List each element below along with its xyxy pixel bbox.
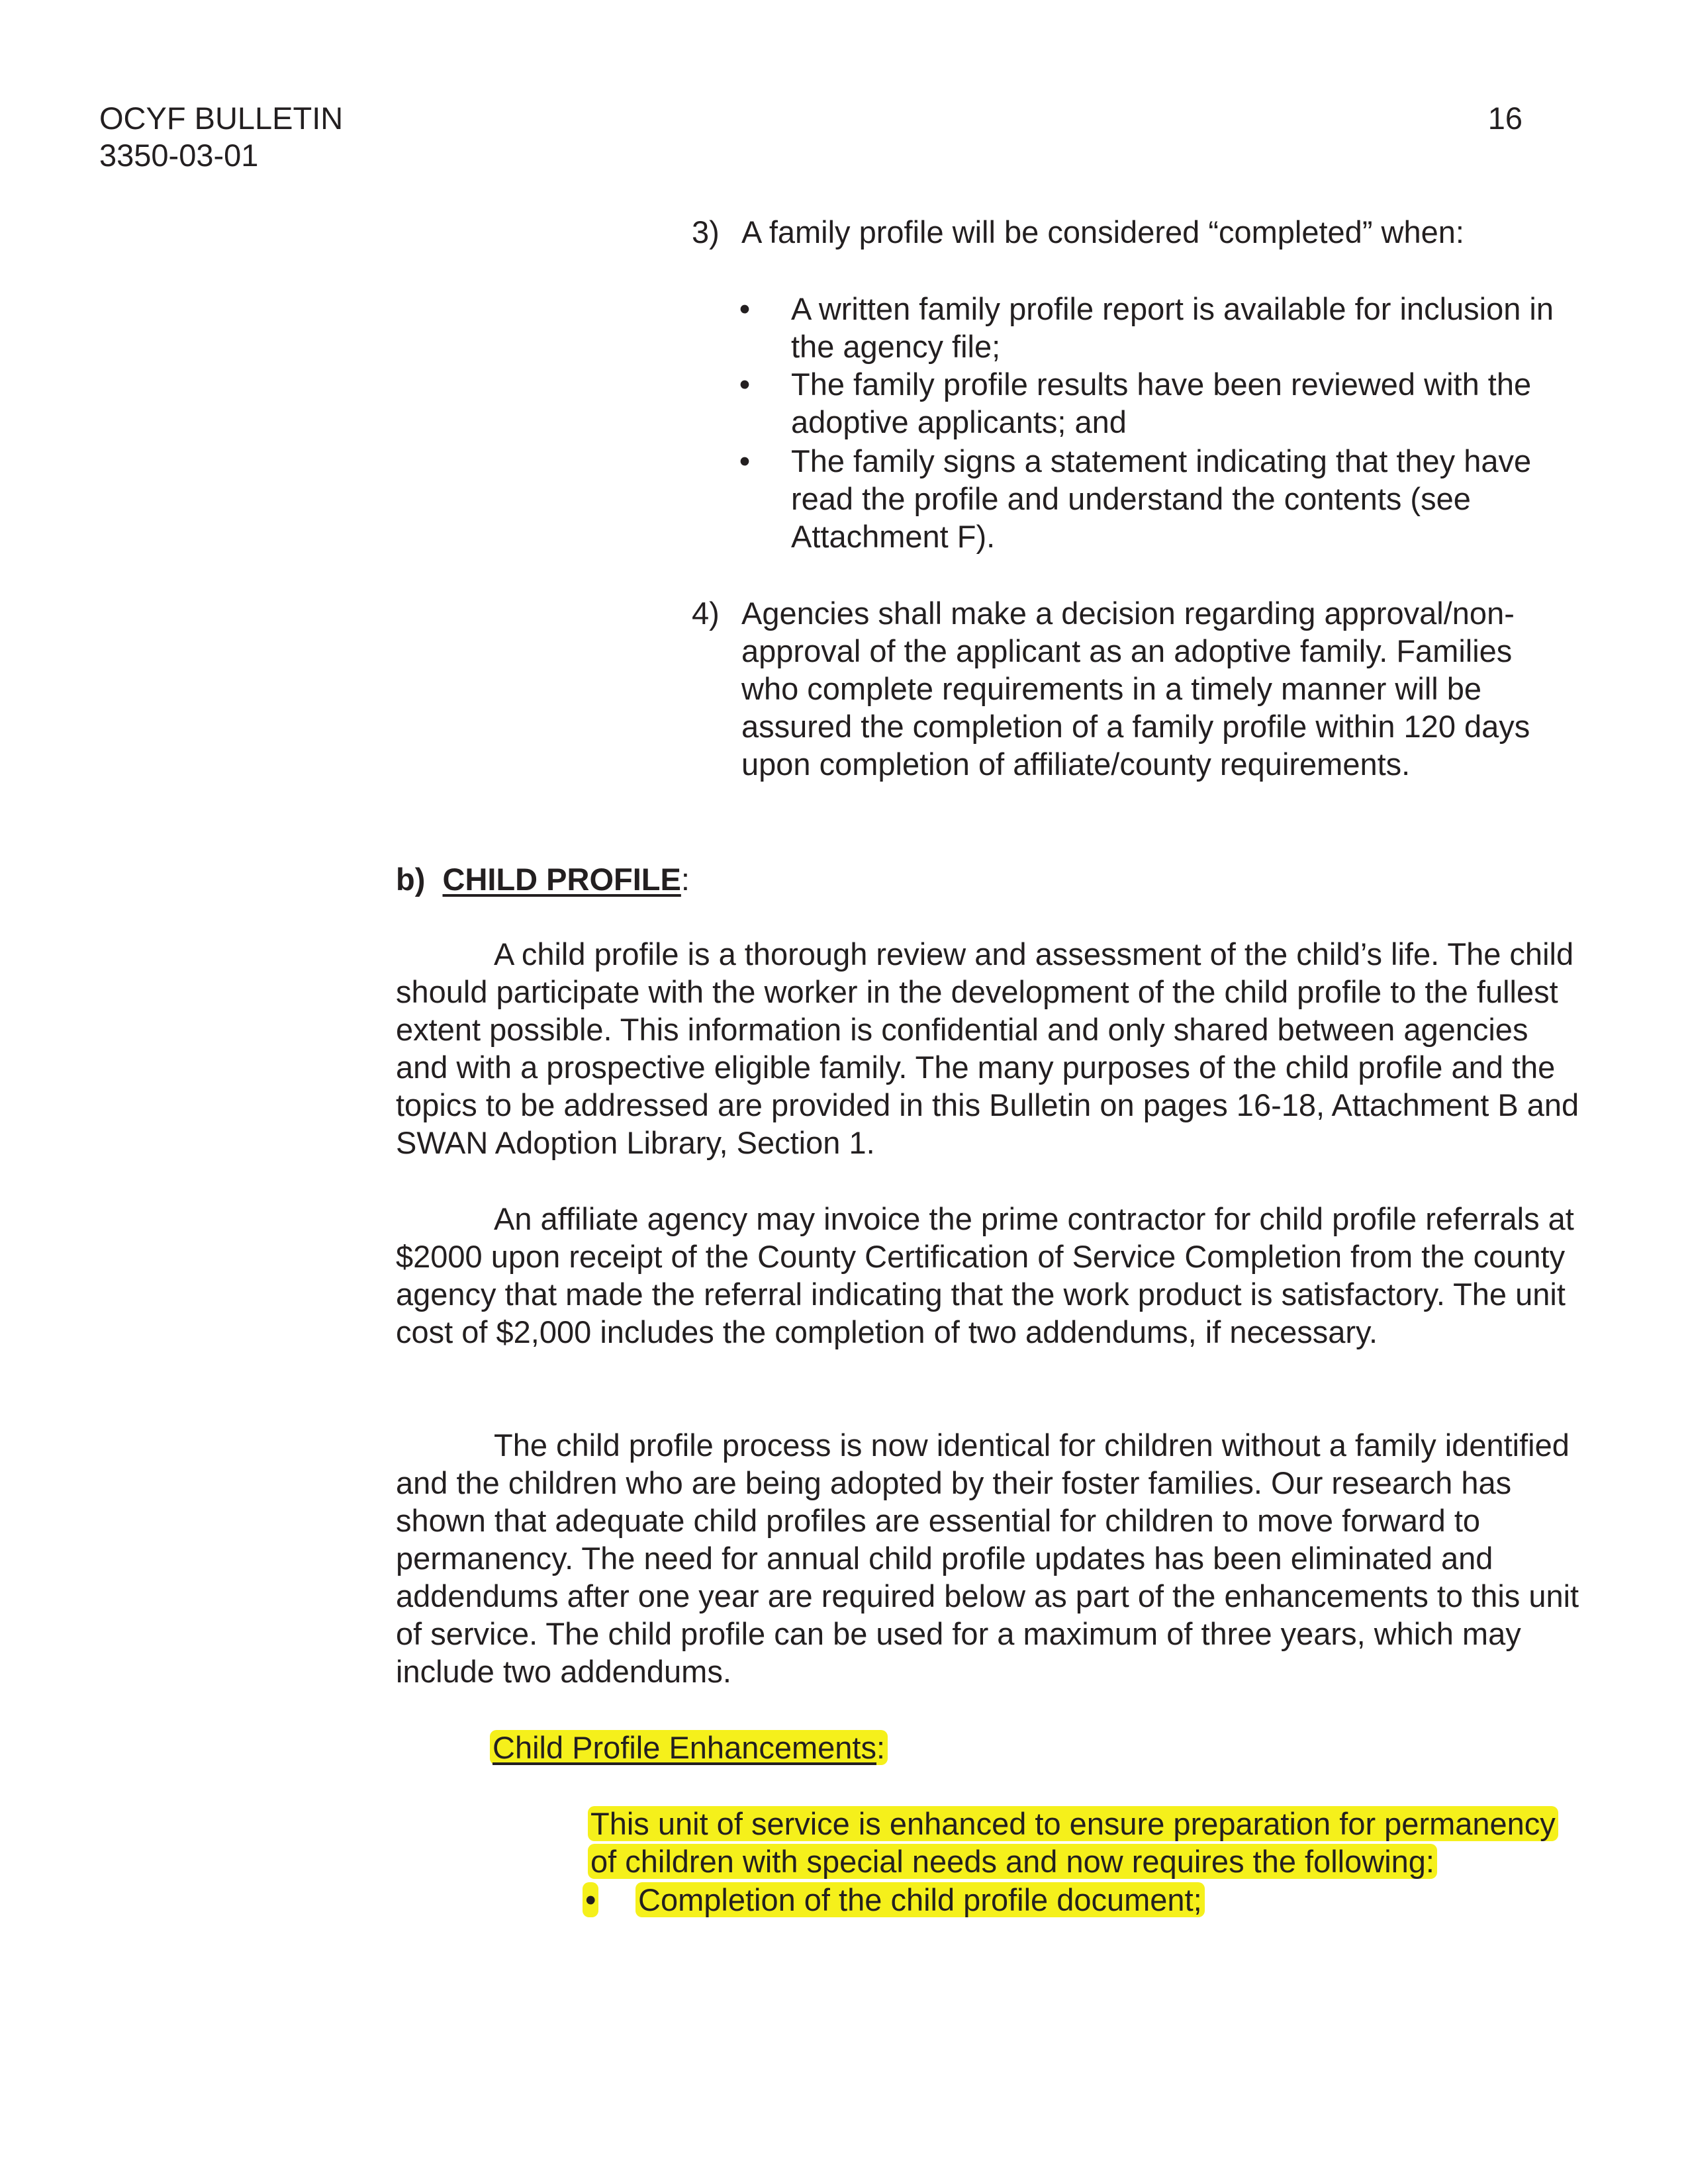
enhancements-heading — [490, 1729, 888, 1766]
list-item-text: A family profile will be considered “completed” when: — [741, 214, 1464, 250]
bullet-icon: • — [583, 1882, 598, 1917]
section-title: CHILD PROFILE — [442, 862, 681, 897]
enhancements-intro: This unit of service is enhanced to ensure preparation for permanency of children with special needs and now requires the following: — [588, 1806, 1558, 1879]
paragraph: An affiliate agency may invoice the prime contractor for child profile referrals at $2000 upon receipt of the County Certification of Service Completion from the county agency that made the referral indicating that the work product is satisfactory. The unit cost of $2,000 includes the completion of two addendums, if necessary. — [396, 1201, 1574, 1349]
bullet-icon: • — [739, 291, 751, 326]
enhancements-title: Child Profile Enhancements — [492, 1730, 876, 1765]
enhancements-list-item — [635, 1881, 1562, 1919]
bulletin-title: OCYF BULLETIN — [99, 101, 344, 136]
section-label: b) — [396, 862, 426, 897]
paragraph: A child profile is a thorough review and assessment of the child’s life. The child should participate with the worker in the development of the child profile to the fullest extent possible. This information is confidential and only shared between agencies and with a prospective eligible family. The many purposes of the child profile and the topics to be addressed are provided in this Bulletin on pages 16-18, Attachment B and SWAN Adoption Library, Section 1. — [396, 936, 1579, 1160]
section-title-colon: : — [680, 862, 690, 897]
section-heading — [396, 860, 690, 898]
list-item-number: 3) — [692, 214, 720, 250]
list-item: Completion of the child profile document; — [635, 1882, 1205, 1917]
list-item-text: Agencies shall make a decision regarding approval/non-approval of the applicant as an adoptive family. Families who complete requirements in a timely manner will be assured the completion of a family profile within 120 days upon completion of affiliate/county requirements. — [741, 596, 1530, 782]
list-item: The family profile results have been reviewed with the adoptive applicants; and — [791, 367, 1532, 439]
enhancements-colon: : — [876, 1730, 886, 1765]
paragraph: The child profile process is now identical for children without a family identified and the children who are being adopted by their foster families. Our research has shown that adequate child profiles are essential for children to move forward to permanency. The need for annual child profile updates has been eliminated and addendums after one year are required below as part of the enhancements to this unit of service. The child profile can be used for a maximum of three years, which may include two addendums. — [396, 1428, 1579, 1689]
list-item: The family signs a statement indicating that they have read the profile and understand the contents (see Attachment F). — [791, 443, 1532, 554]
enhancements-intro-block — [490, 1805, 1589, 1880]
list-item-number: 4) — [692, 596, 720, 631]
page-number: 16 — [1487, 101, 1523, 136]
enhancements-bullet — [583, 1881, 598, 1919]
bulletin-number: 3350-03-01 — [99, 138, 259, 173]
bullet-icon: • — [739, 367, 751, 402]
list-item: A written family profile report is available for inclusion in the agency file; — [791, 291, 1554, 364]
bullet-icon: • — [739, 443, 751, 478]
